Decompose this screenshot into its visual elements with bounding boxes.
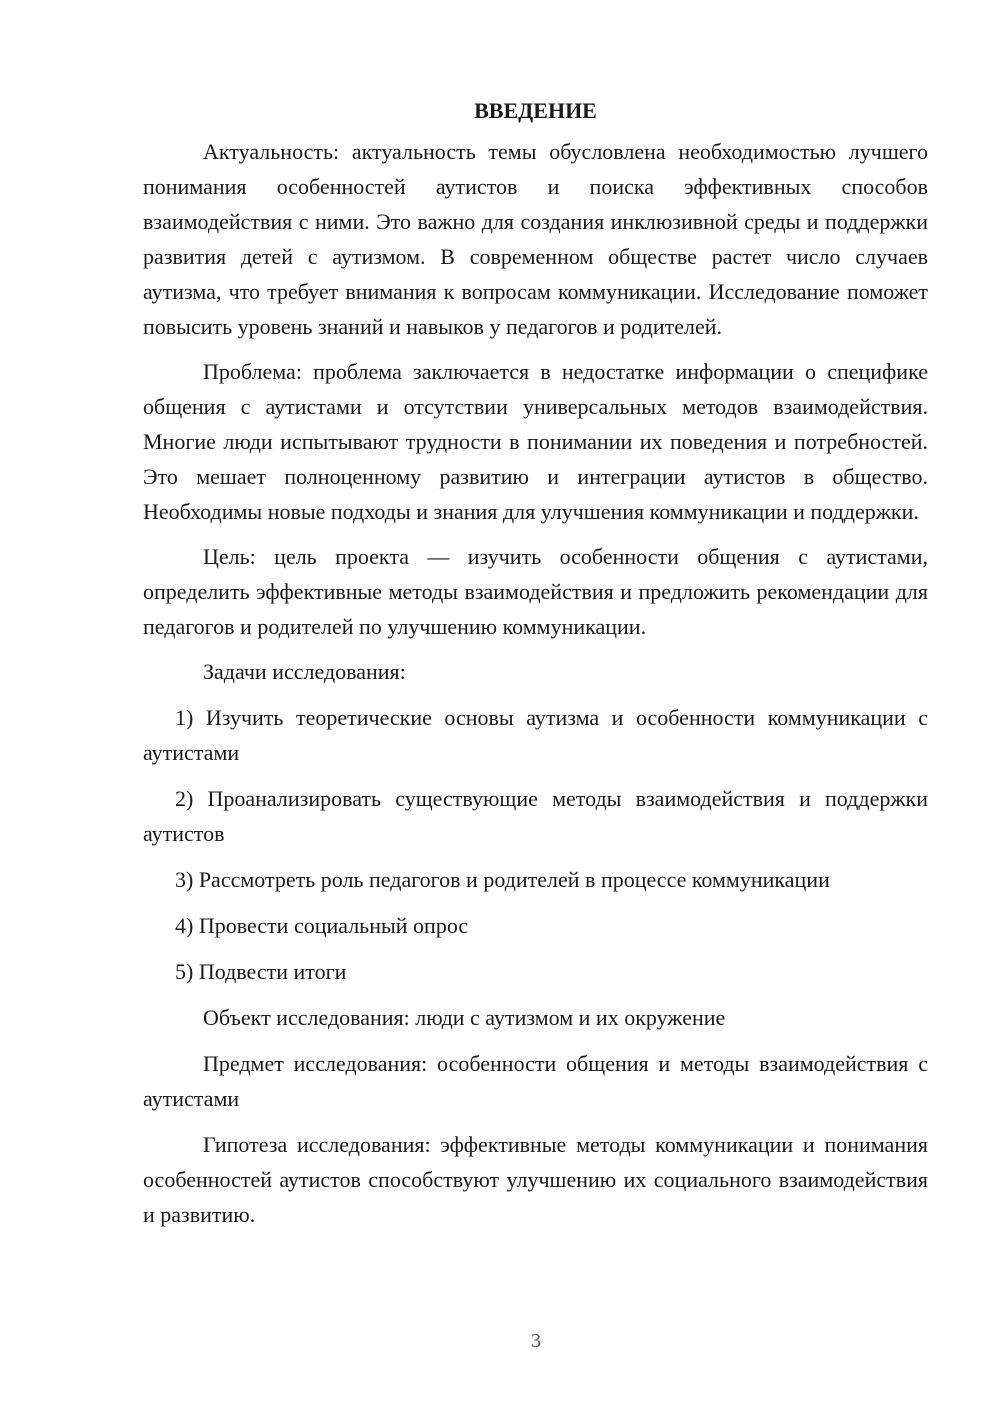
page-title: ВВЕДЕНИЕ [474,98,597,123]
list-item: 5) Подвести итоги [175,959,347,984]
page-number: 3 [531,1330,541,1352]
goal-paragraph: Цель: цель проекта — изучить особенности общения с аутистами, определить эффективные методы взаимодействия и предложить рекомендации для педагогов и родителей по улучшению коммуникации. [143,544,928,639]
hypothesis-paragraph: Гипотеза исследования: эффективные методы коммуникации и понимания особенностей аутистов способствуют улучшению их социального взаимодействия и развитию. [143,1132,928,1227]
list-item: 1) Изучить теоретические основы аутизма и особенности коммуникации с аутистами [143,705,928,765]
list-item: 2) Проанализировать существующие методы взаимодействия и поддержки аутистов [143,786,928,846]
problem-paragraph: Проблема: проблема заключается в недостатке информации о специфике общения с аутистами и отсутствии универсальных методов взаимодействия. Многие люди испытывают трудности в понимании их поведения и потребностей. Это мешает полноценному развитию и интеграции аутистов в общество. Необходимы новые подходы и знания для улучшения коммуникации и поддержки. [143,359,928,524]
list-item: 3) Рассмотреть роль педагогов и родителей в процессе коммуникации [175,867,830,892]
document-page [143,93,928,1232]
tasks-heading: Задачи исследования: [203,659,406,684]
subject-paragraph: Предмет исследования: особенности общения и методы взаимодействия с аутистами [143,1051,928,1111]
list-item: 4) Провести социальный опрос [175,913,469,938]
object-paragraph: Объект исследования: люди с аутизмом и их окружение [203,1005,726,1030]
relevance-paragraph: Актуальность: актуальность темы обусловлена необходимостью лучшего понимания особенностей аутистов и поиска эффективных способов взаимодействия с ними. Это важно для создания инклюзивной среды и поддержки развития детей с аутизмом. В современном обществе растет число случаев аутизма, что требует внимания к вопросам коммуникации. Исследование поможет повысить уровень знаний и навыков у педагогов и родителей. [143,139,928,339]
tasks-list [143,700,928,989]
